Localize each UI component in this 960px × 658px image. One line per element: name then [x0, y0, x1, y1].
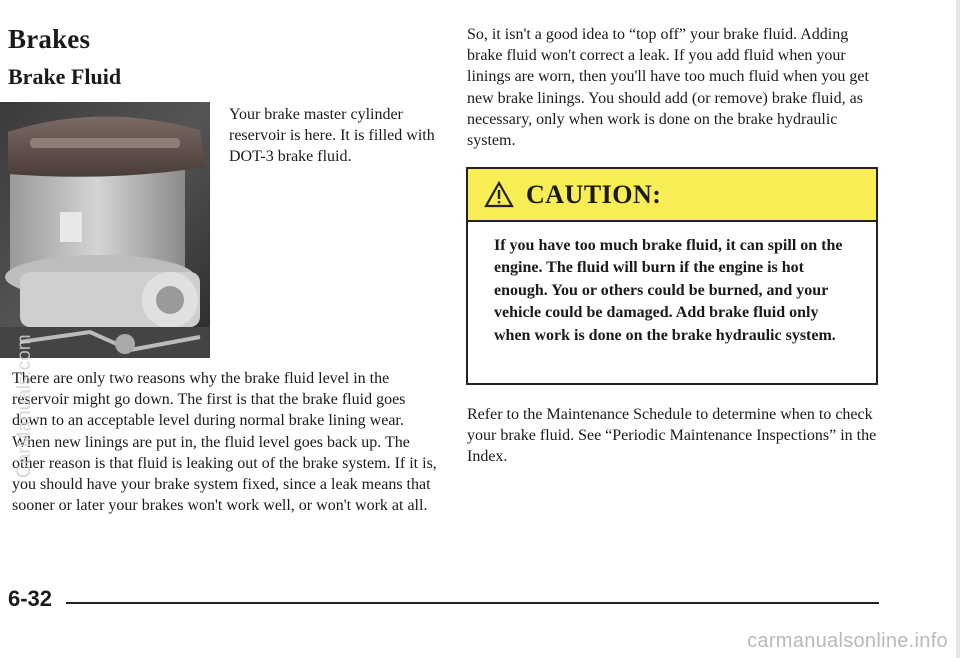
intro-text: Your brake master cylinder reservoir is here. It is filled with DOT-3 brake fluid. — [229, 106, 435, 165]
page-number: 6-32 — [8, 586, 53, 611]
bottom-watermark: carmanualsonline.info — [747, 630, 948, 652]
side-watermark-text: CarManuals.com — [14, 334, 35, 478]
caution-header — [468, 169, 876, 222]
page-edge — [956, 0, 960, 658]
right-paragraph: So, it isn't a good idea to “top off” your brake fluid. Adding brake fluid won't correct a leak. If you add fluid when your linings are worn, then you'll have too much fluid when you get new brake linings. You should add (or remove) brake fluid, as necessary, only when work is done on the brake hydraulic system. — [467, 26, 869, 150]
caution-title: CAUTION: — [526, 179, 662, 209]
page-heading: Brakes — [8, 24, 91, 54]
side-watermark — [2, 180, 42, 480]
warning-triangle-icon — [484, 181, 514, 208]
footer-rule — [66, 602, 879, 604]
closing-paragraph: Refer to the Maintenance Schedule to determine when to check your brake fluid. See “Periodic Maintenance Inspections” in the Index. — [467, 406, 877, 466]
left-paragraph: There are only two reasons why the brake fluid level in the reservoir might go down. The first is that the brake fluid goes down to an acceptable level during normal brake lining wear. When new linings are put in, the fluid level goes back up. The other reason is that fluid is leaking out of the brake system. If it is, you should have your brake system fixed, since a leak means that sooner or later your brakes won't work well, or won't work at all. — [12, 370, 437, 515]
caution-box — [466, 167, 878, 385]
caution-body: If you have too much brake fluid, it can spill on the engine. The fluid will burn if the engine is hot enough. You or others could be burned, and your vehicle could be damaged. Add brake fluid only when work is done on the brake hydraulic system. — [494, 237, 843, 344]
section-heading: Brake Fluid — [8, 64, 122, 89]
